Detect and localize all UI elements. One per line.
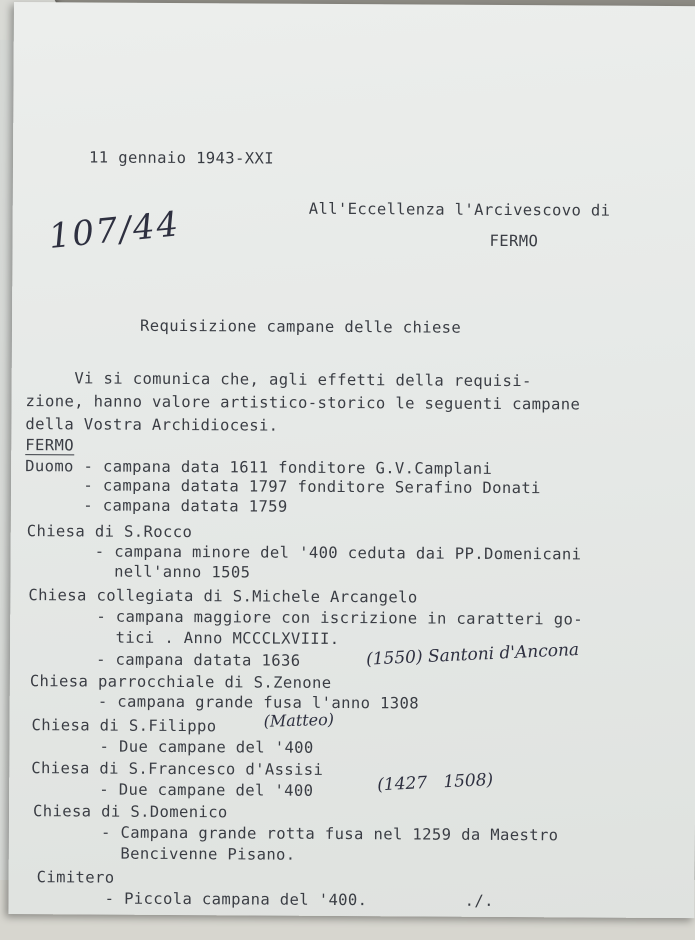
list-line: Chiesa di S.Filippo <box>31 716 217 736</box>
list-line: Chiesa parrocchiale di S.Zenone <box>29 672 332 692</box>
list-line: Cimitero <box>36 868 115 887</box>
list-line: Chiesa di S.Francesco d'Assisi <box>31 759 324 779</box>
list-line: - campana datata 1759 <box>24 496 288 516</box>
list-line: - campana maggiore con iscrizione in caratteri go- <box>28 607 584 629</box>
list-line: - Piccola campana del '400. ./. <box>36 889 494 910</box>
intro-line-3: della Vostra Archidiocesi. <box>25 415 279 435</box>
list-line: - campana datata 1636 <box>27 650 301 670</box>
letter-date: 11 gennaio 1943-XXI <box>88 148 275 168</box>
handwritten-protocol-number: 107/44 <box>46 204 182 257</box>
list-line: Bencivenne Pisano. <box>32 844 296 864</box>
list-line: - Campana grande rotta fusa nel 1259 da Maestro <box>32 823 559 845</box>
list-line: nell'anno 1505 <box>26 562 251 582</box>
city-heading: FERMO <box>25 436 75 455</box>
list-line: Chiesa di S.Rocco <box>26 522 193 542</box>
intro-line-2: zione, hanno valore artistico-storico le seguenti campane <box>25 392 581 414</box>
list-line: tici . Anno MCCCLXVIII. <box>28 628 340 649</box>
handwritten-note-s-filippo: (Matteo) <box>263 709 335 731</box>
letter-subject: Requisizione campane delle chiese <box>139 316 462 337</box>
handwritten-note-s-michele: (1550) Santoni d'Ancona <box>365 639 580 670</box>
typed-letter-sheet <box>8 2 695 918</box>
list-line: - campana grande fusa l'anno 1308 <box>29 692 420 713</box>
list-line: Chiesa di S.Domenico <box>33 802 228 822</box>
addressee-line-1: All'Eccellenza l'Arcivescovo di <box>308 199 611 220</box>
list-line: Duomo - campana data 1611 fonditore G.V.Camplani <box>25 457 493 478</box>
handwritten-note-s-francesco: (1427 1508) <box>376 769 494 796</box>
intro-line-1: Vi si comunica che, agli effetti della requisi- <box>25 369 532 391</box>
addressee-line-2: FERMO <box>489 231 539 251</box>
list-line: Chiesa collegiata di S.Michele Arcangelo <box>28 586 418 607</box>
list-line: - campana datata 1797 fonditore Serafino Donati <box>24 476 541 498</box>
list-line: - campana minore del '400 ceduta dai PP.Domenicani <box>26 542 582 564</box>
list-line: - Due campane del '400 <box>31 780 314 800</box>
list-line: - Due campane del '400 <box>31 737 314 757</box>
